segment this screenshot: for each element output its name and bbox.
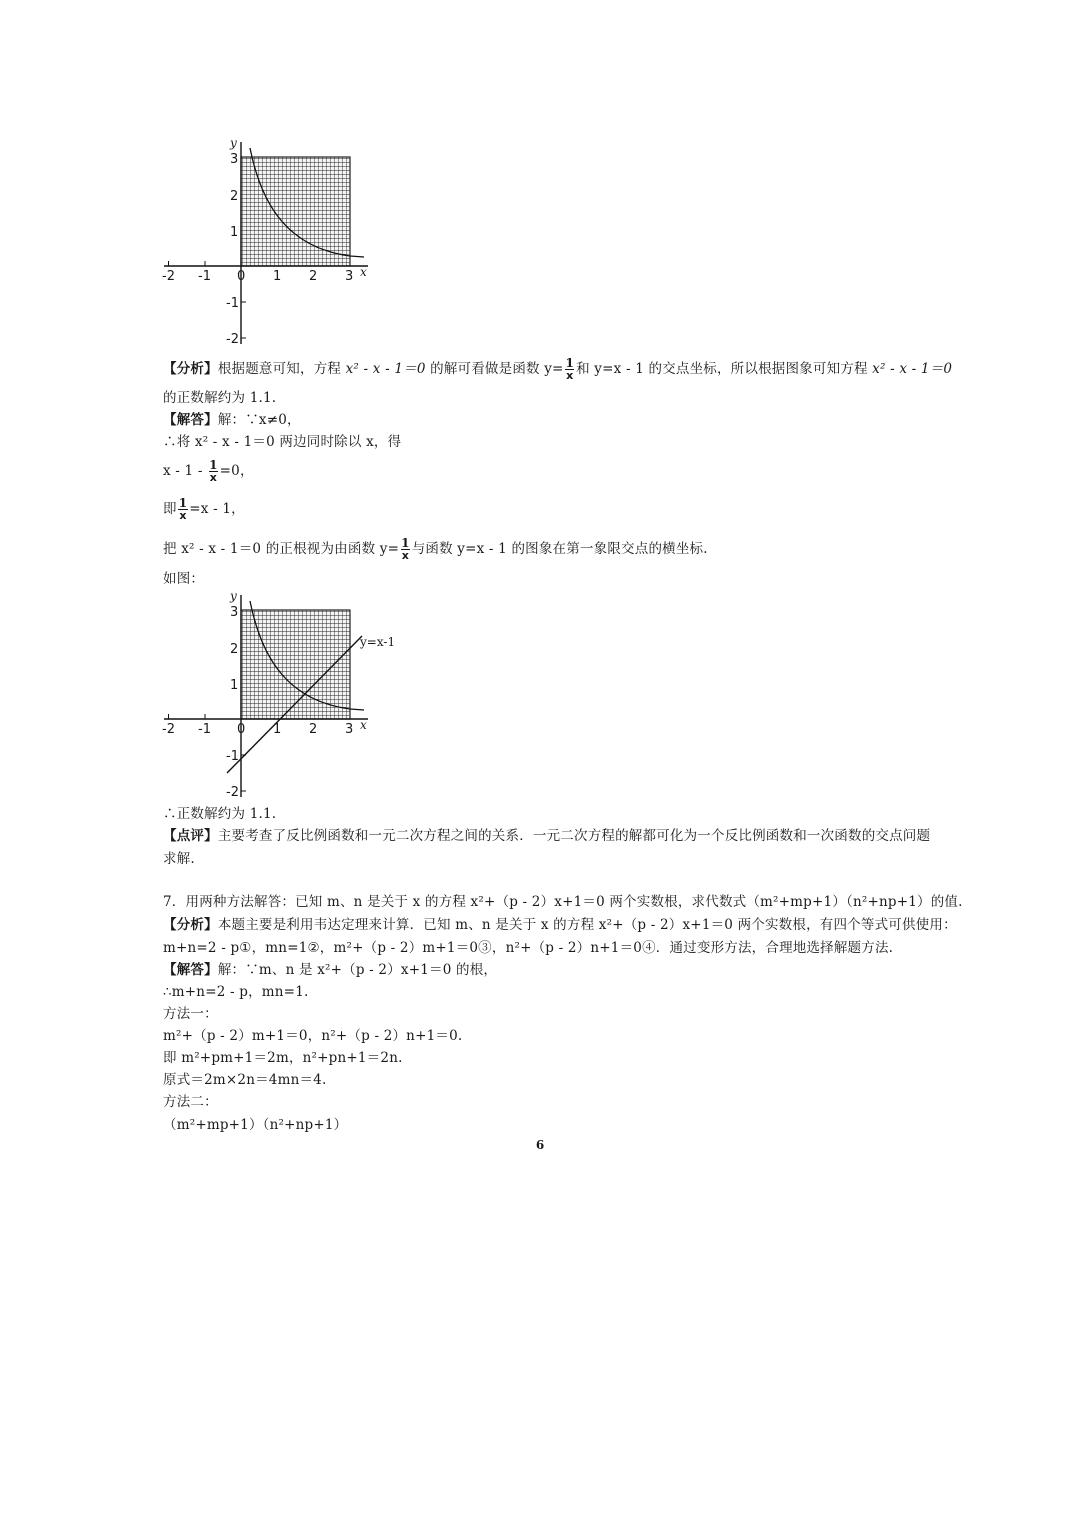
x-axis-label: x [360,718,367,732]
fraction: $\frac{1}{x}$ [209,458,218,484]
graph-intersection [150,583,410,803]
fraction: $\frac{1}{x}$ [401,536,410,562]
solution-line-2: ∴将 x² - x - 1＝0 两边同时除以 x，得 [163,434,402,450]
x-tick-label: 0 [237,269,246,284]
q7-solution-line-1: 【解答】解：∵m、n 是 x²+（p - 2）x+1＝0 的根， [163,962,498,978]
comment-line-2: 求解. [163,851,195,867]
y-tick-label: 3 [230,152,239,167]
y-tick-label: 2 [230,642,239,657]
graph-inverse-function [150,130,390,350]
q7-solution-line-4: 即 m²+pm+1＝2m，n²+pn+1＝2n. [163,1050,403,1066]
question-7-title: 7．用两种方法解答：已知 m、n 是关于 x 的方程 x²+（p - 2）x+1＝0 两个实数根，求代数式（m²+mp+1）（n²+np+1）的值. [163,894,963,910]
y-tick-label: -2 [226,332,239,347]
page-number: 6 [535,1138,545,1152]
fraction: $\frac{1}{x}$ [565,356,575,382]
y-tick-label: 2 [230,189,239,204]
x-tick-label: -2 [162,722,175,737]
q7-method-2-heading: 方法二： [163,1094,218,1110]
q7-method-1-heading: 方法一： [163,1006,218,1022]
x-tick-label: 3 [345,722,354,737]
solution-line-5: 把 x² - x - 1＝0 的正根视为由函数 y= $\frac{1}{x}$ 与函数 y=x - 1 的图象在第一象限交点的横坐标. [163,536,708,562]
y-axis-label: y [230,136,237,150]
x-tick-label: -1 [198,722,211,737]
y-tick-label: -1 [226,749,239,764]
y-tick-label: -1 [226,296,239,311]
x-tick-label: 3 [345,269,354,284]
x-tick-label: 0 [237,722,246,737]
x-axis-label: x [360,265,367,279]
x-tick-label: -2 [162,269,175,284]
analysis-line-2: 的正数解约为 1.1. [163,390,277,406]
x-tick-label: 2 [309,269,318,284]
solution-line-1: 【解答】解：∵x≠0， [163,412,301,428]
comment-line-1: 【点评】主要考查了反比例函数和一元二次方程之间的关系．一元二次方程的解都可化为一个反比例函数和一次函数的交点问题 [163,828,931,844]
q7-analysis-line-1: 【分析】本题主要是利用韦达定理来计算．已知 m、n 是关于 x 的方程 x²+（p - 2）x+1＝0 两个实数根，有四个等式可供使用： [163,917,957,933]
fraction: $\frac{1}{x}$ [178,496,188,522]
x-tick-label: -1 [198,269,211,284]
solution-line-4: 即 $\frac{1}{x}$ =x - 1， [163,496,245,522]
x-tick-label: 1 [273,722,282,737]
conclusion-line-1: ∴正数解约为 1.1. [163,806,277,822]
y-tick-label: 1 [230,225,239,240]
solution-line-6: 如图： [163,571,205,587]
q7-solution-line-5: 原式＝2m×2n＝4mn＝4. [163,1072,327,1088]
y-tick-label: -2 [226,785,239,800]
y-tick-label: 1 [230,678,239,693]
q7-solution-line-2: ∴m+n=2 - p，mn=1. [163,984,309,1000]
q7-solution-line-3: m²+（p - 2）m+1＝0，n²+（p - 2）n+1＝0. [163,1028,463,1044]
line-label: y=x-1 [360,635,396,649]
y-tick-label: 3 [230,605,239,620]
x-tick-label: 1 [273,269,282,284]
q7-analysis-line-2: m+n=2 - p①，mn=1②，m²+（p - 2）m+1＝0③，n²+（p - 2）n+1＝0④．通过变形方法，合理地选择解题方法. [163,940,894,956]
solution-line-3: x - 1 - $\frac{1}{x}$ =0， [163,458,254,484]
analysis-paragraph: 【分析】根据题意可知，方程 x² - x - 1＝0 的解可看做是函数 y= $\frac{1}{x}$ 和 y=x - 1 的交点坐标，所以根据图象可知方程 x² - x - 1＝0 [163,356,953,382]
y-axis-label: y [230,589,237,603]
q7-solution-line-6: （m²+mp+1）（n²+np+1） [163,1117,348,1133]
x-tick-label: 2 [309,722,318,737]
